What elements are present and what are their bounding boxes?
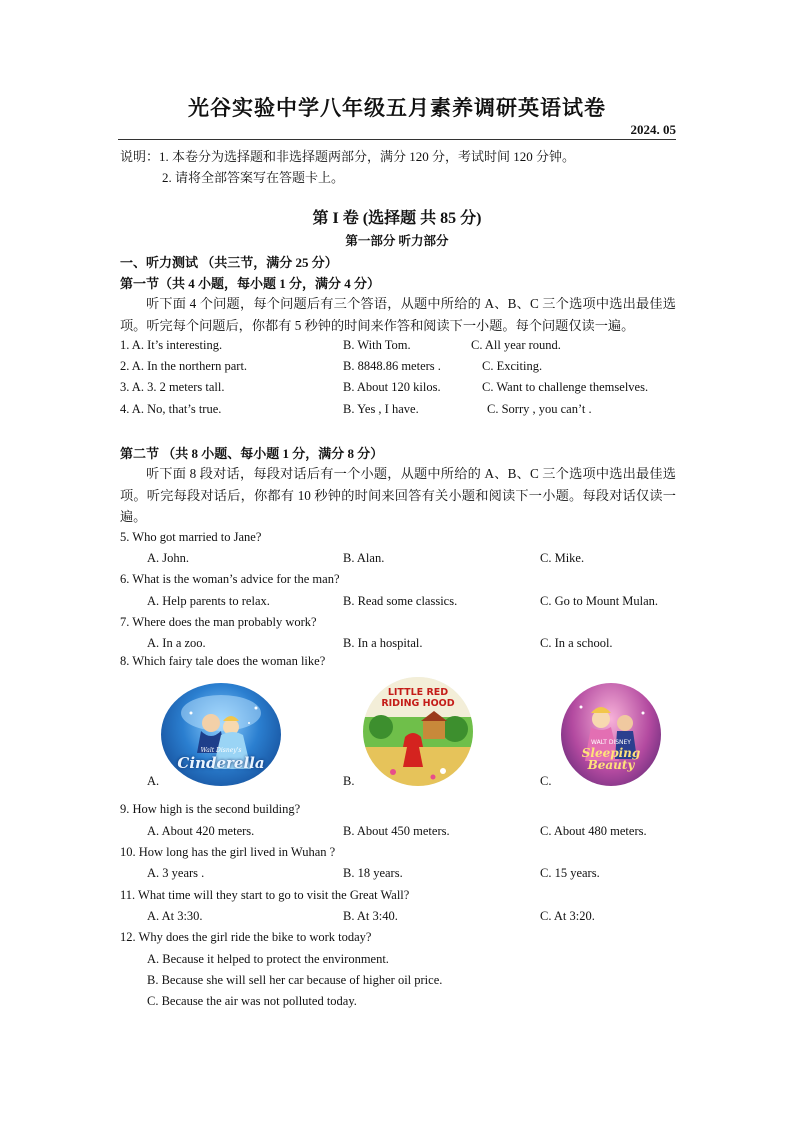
q5-option-a: A. John. (147, 551, 190, 565)
q2-option-c: C. Exciting. (482, 359, 543, 373)
q1-option-c: C. All year round. (471, 338, 561, 352)
q7-stem: 7. Where does the man probably work? (120, 615, 317, 629)
q2-option-b: B. 8848.86 meters . (343, 359, 441, 373)
q10-option-c: C. 15 years. (540, 866, 600, 880)
q11-option-a: A. At 3:30. (147, 909, 203, 923)
q12-option-a: A. Because it helped to protect the environment. (147, 952, 389, 966)
q4-option-b: B. Yes , I have. (343, 402, 419, 416)
q12-option-c: C. Because the air was not polluted today. (147, 994, 357, 1008)
q4-option-a: 4. A. No, that’s true. (120, 402, 222, 416)
section2-subheading: 第二节 （共 8 小题、每小题 1 分，满分 8 分） (120, 446, 384, 461)
q5-option-c: C. Mike. (540, 551, 585, 565)
sleeping-beauty-picture (561, 683, 661, 786)
q12-stem: 12. Why does the girl ride the bike to work today? (120, 930, 372, 944)
q5-option-b: B. Alan. (343, 551, 385, 565)
q7-option-c: C. In a school. (540, 636, 613, 650)
q3-option-b: B. About 120 kilos. (343, 380, 441, 394)
part-title: 第一部分 听力部分 (345, 234, 449, 248)
q4-option-c: C. Sorry , you can’t . (487, 402, 592, 416)
q7-option-a: A. In a zoo. (147, 636, 206, 650)
q8-stem: 8. Which fairy tale does the woman like? (120, 654, 326, 668)
little-red-riding-hood-picture (363, 677, 473, 786)
section2-instructions: 听下面 8 段对话，每段对话后有一个小题，从题中所给的 A、B、C 三个选项中选出最佳选项。听完每段对话后，你都有 10 秒钟的时间来回答有关小题和阅读下一小题。每段对话仅读一遍。 (120, 466, 676, 524)
q2-option-a: 2. A. In the northern part. (120, 359, 248, 373)
q1-option-b: B. With Tom. (343, 338, 411, 352)
section1-instructions: 听下面 4 个问题，每个问题后有三个答语，从题中所给的 A、B、C 三个选项中选出最佳选项。听完每个问题后，你都有 5 秒钟的时间来作答和阅读下一小题。每个问题仅读一遍。 (120, 296, 676, 333)
section1-subheading: 第一节（共 4 小题，每小题 1 分，满分 4 分） (120, 276, 381, 291)
q6-option-a: A. Help parents to relax. (147, 594, 270, 608)
cinderella-title: Cinderella (177, 754, 265, 772)
q11-option-b: B. At 3:40. (343, 909, 398, 923)
listening-heading: 一、听力测试 （共三节，满分 25 分） (120, 255, 338, 270)
q8-option-b: B. (343, 774, 355, 788)
exam-title: 光谷实验中学八年级五月素养调研英语试卷 (188, 96, 606, 120)
q3-option-a: 3. A. 3. 2 meters tall. (120, 380, 225, 394)
q9-stem: 9. How high is the second building? (120, 802, 301, 816)
q6-stem: 6. What is the woman’s advice for the man? (120, 572, 340, 586)
red-riding-hood-title: LITTLE RED RIDING HOOD (381, 687, 455, 709)
q7-option-b: B. In a hospital. (343, 636, 423, 650)
q1-option-a: 1. A. It’s interesting. (120, 338, 223, 352)
q10-option-b: B. 18 years. (343, 866, 403, 880)
q12-option-b: B. Because she will sell her car because of higher oil price. (147, 973, 443, 987)
q9-option-a: A. About 420 meters. (147, 824, 255, 838)
note-1: 说明：1. 本卷分为选择题和非选择题两部分，满分 120 分，考试时间 120 分钟。 (120, 149, 576, 164)
q5-stem: 5. Who got married to Jane? (120, 530, 262, 544)
sleeping-beauty-small-text: WALT DISNEY (591, 739, 631, 746)
q8-option-a: A. (147, 774, 160, 788)
q8-option-c: C. (540, 774, 552, 788)
exam-date: 2024. 05 (630, 122, 676, 137)
note-2: 2. 请将全部答案写在答题卡上。 (162, 170, 345, 185)
q6-option-b: B. Read some classics. (343, 594, 458, 608)
q11-stem: 11. What time will they start to go to visit the Great Wall? (120, 888, 410, 902)
q3-option-c: C. Want to challenge themselves. (482, 380, 649, 394)
q6-option-c: C. Go to Mount Mulan. (540, 594, 659, 608)
sleeping-beauty-title: Sleeping Beauty (581, 746, 641, 772)
q10-stem: 10. How long has the girl lived in Wuhan ? (120, 845, 336, 859)
q11-option-c: C. At 3:20. (540, 909, 595, 923)
q10-option-a: A. 3 years . (147, 866, 205, 880)
title-divider (118, 139, 676, 140)
q9-option-c: C. About 480 meters. (540, 824, 647, 838)
cinderella-picture (161, 683, 281, 786)
volume-title: 第 I 卷 (选择题 共 85 分) (312, 210, 482, 227)
cinderella-small-text: Walt Disney's (200, 747, 242, 754)
q9-option-b: B. About 450 meters. (343, 824, 450, 838)
